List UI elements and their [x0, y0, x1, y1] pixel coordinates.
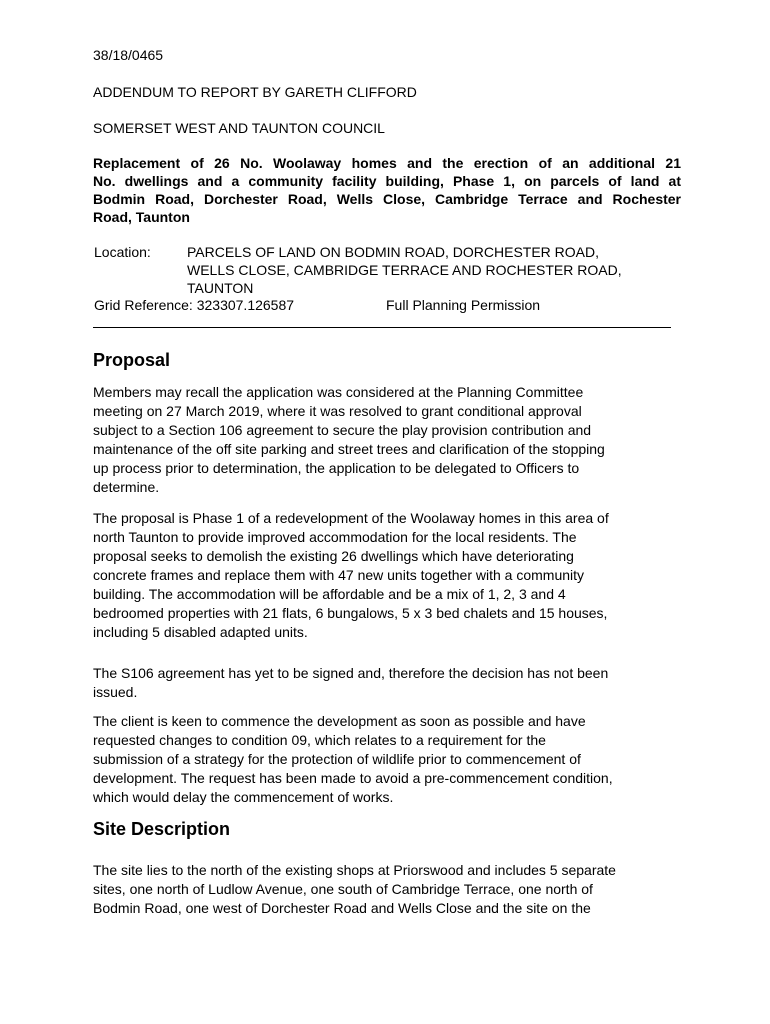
text-line: Members may recall the application was considered at the Planning Committee [93, 384, 584, 400]
text-line: including 5 disabled adapted units. [93, 624, 308, 640]
title-line: Bodmin Road, Dorchester Road, Wells Close, Cambridge Terrace and Rochester [93, 191, 681, 207]
site-description-paragraph [93, 861, 683, 918]
title-line: Replacement of 26 No. Woolaway homes and the erection of an additional 21 [93, 155, 681, 171]
proposal-paragraph [93, 383, 683, 497]
title-line: No. dwellings and a community facility building, Phase 1, on parcels of land at [93, 173, 681, 189]
text-line: issued. [93, 684, 138, 700]
site-description-heading: Site Description [93, 819, 231, 839]
proposal-heading: Proposal [93, 350, 171, 370]
separator-line [93, 327, 671, 328]
text-line: requested changes to condition 09, which relates to a requirement for the [93, 732, 546, 748]
proposal-paragraph [93, 509, 683, 642]
location-line: WELLS CLOSE, CAMBRIDGE TERRACE AND ROCHESTER ROAD, [187, 262, 622, 278]
text-line: sites, one north of Ludlow Avenue, one south of Cambridge Terrace, one north of [93, 881, 593, 897]
location-label: Location: [94, 244, 151, 260]
text-line: The proposal is Phase 1 of a redevelopment of the Woolaway homes in this area of [93, 510, 609, 526]
text-line: concrete frames and replace them with 47 new units together with a community [93, 567, 585, 583]
text-line: The S106 agreement has yet to be signed and, therefore the decision has not been [93, 665, 609, 681]
location-line: PARCELS OF LAND ON BODMIN ROAD, DORCHESTER ROAD, [187, 244, 600, 260]
reference-number: 38/18/0465 [93, 47, 164, 63]
addendum-heading: ADDENDUM TO REPORT BY GARETH CLIFFORD [93, 84, 417, 100]
text-line: up process prior to determination, the application to be delegated to Officers to [93, 460, 580, 476]
text-line: The site lies to the north of the existing shops at Priorswood and includes 5 separate [93, 862, 616, 878]
text-line: bedroomed properties with 21 flats, 6 bungalows, 5 x 3 bed chalets and 15 houses, [93, 605, 608, 621]
council-name: SOMERSET WEST AND TAUNTON COUNCIL [93, 120, 385, 136]
title-line: Road, Taunton [93, 209, 190, 225]
text-line: which would delay the commencement of works. [93, 789, 394, 805]
text-line: subject to a Section 106 agreement to secure the play provision contribution and [93, 422, 592, 438]
text-line: development. The request has been made to avoid a pre-commencement condition, [93, 770, 613, 786]
text-line: submission of a strategy for the protection of wildlife prior to commencement of [93, 751, 581, 767]
text-line: meeting on 27 March 2019, where it was resolved to grant conditional approval [93, 403, 582, 419]
proposal-paragraph [93, 664, 683, 702]
text-line: building. The accommodation will be affordable and be a mix of 1, 2, 3 and 4 [93, 586, 566, 602]
text-line: Bodmin Road, one west of Dorchester Road and Wells Close and the site on the [93, 900, 591, 916]
text-line: determine. [93, 479, 160, 495]
location-line: TAUNTON [187, 280, 254, 296]
application-title [93, 154, 681, 226]
grid-reference: Grid Reference: 323307.126587 [94, 297, 295, 313]
text-line: The client is keen to commence the development as soon as possible and have [93, 713, 586, 729]
location-value [187, 243, 687, 297]
text-line: north Taunton to provide improved accommodation for the local residents. The [93, 529, 577, 545]
proposal-paragraph [93, 712, 683, 807]
text-line: proposal seeks to demolish the existing 26 dwellings which have deteriorating [93, 548, 574, 564]
text-line: maintenance of the off site parking and street trees and clarification of the stopping [93, 441, 605, 457]
permission-type: Full Planning Permission [386, 297, 541, 313]
